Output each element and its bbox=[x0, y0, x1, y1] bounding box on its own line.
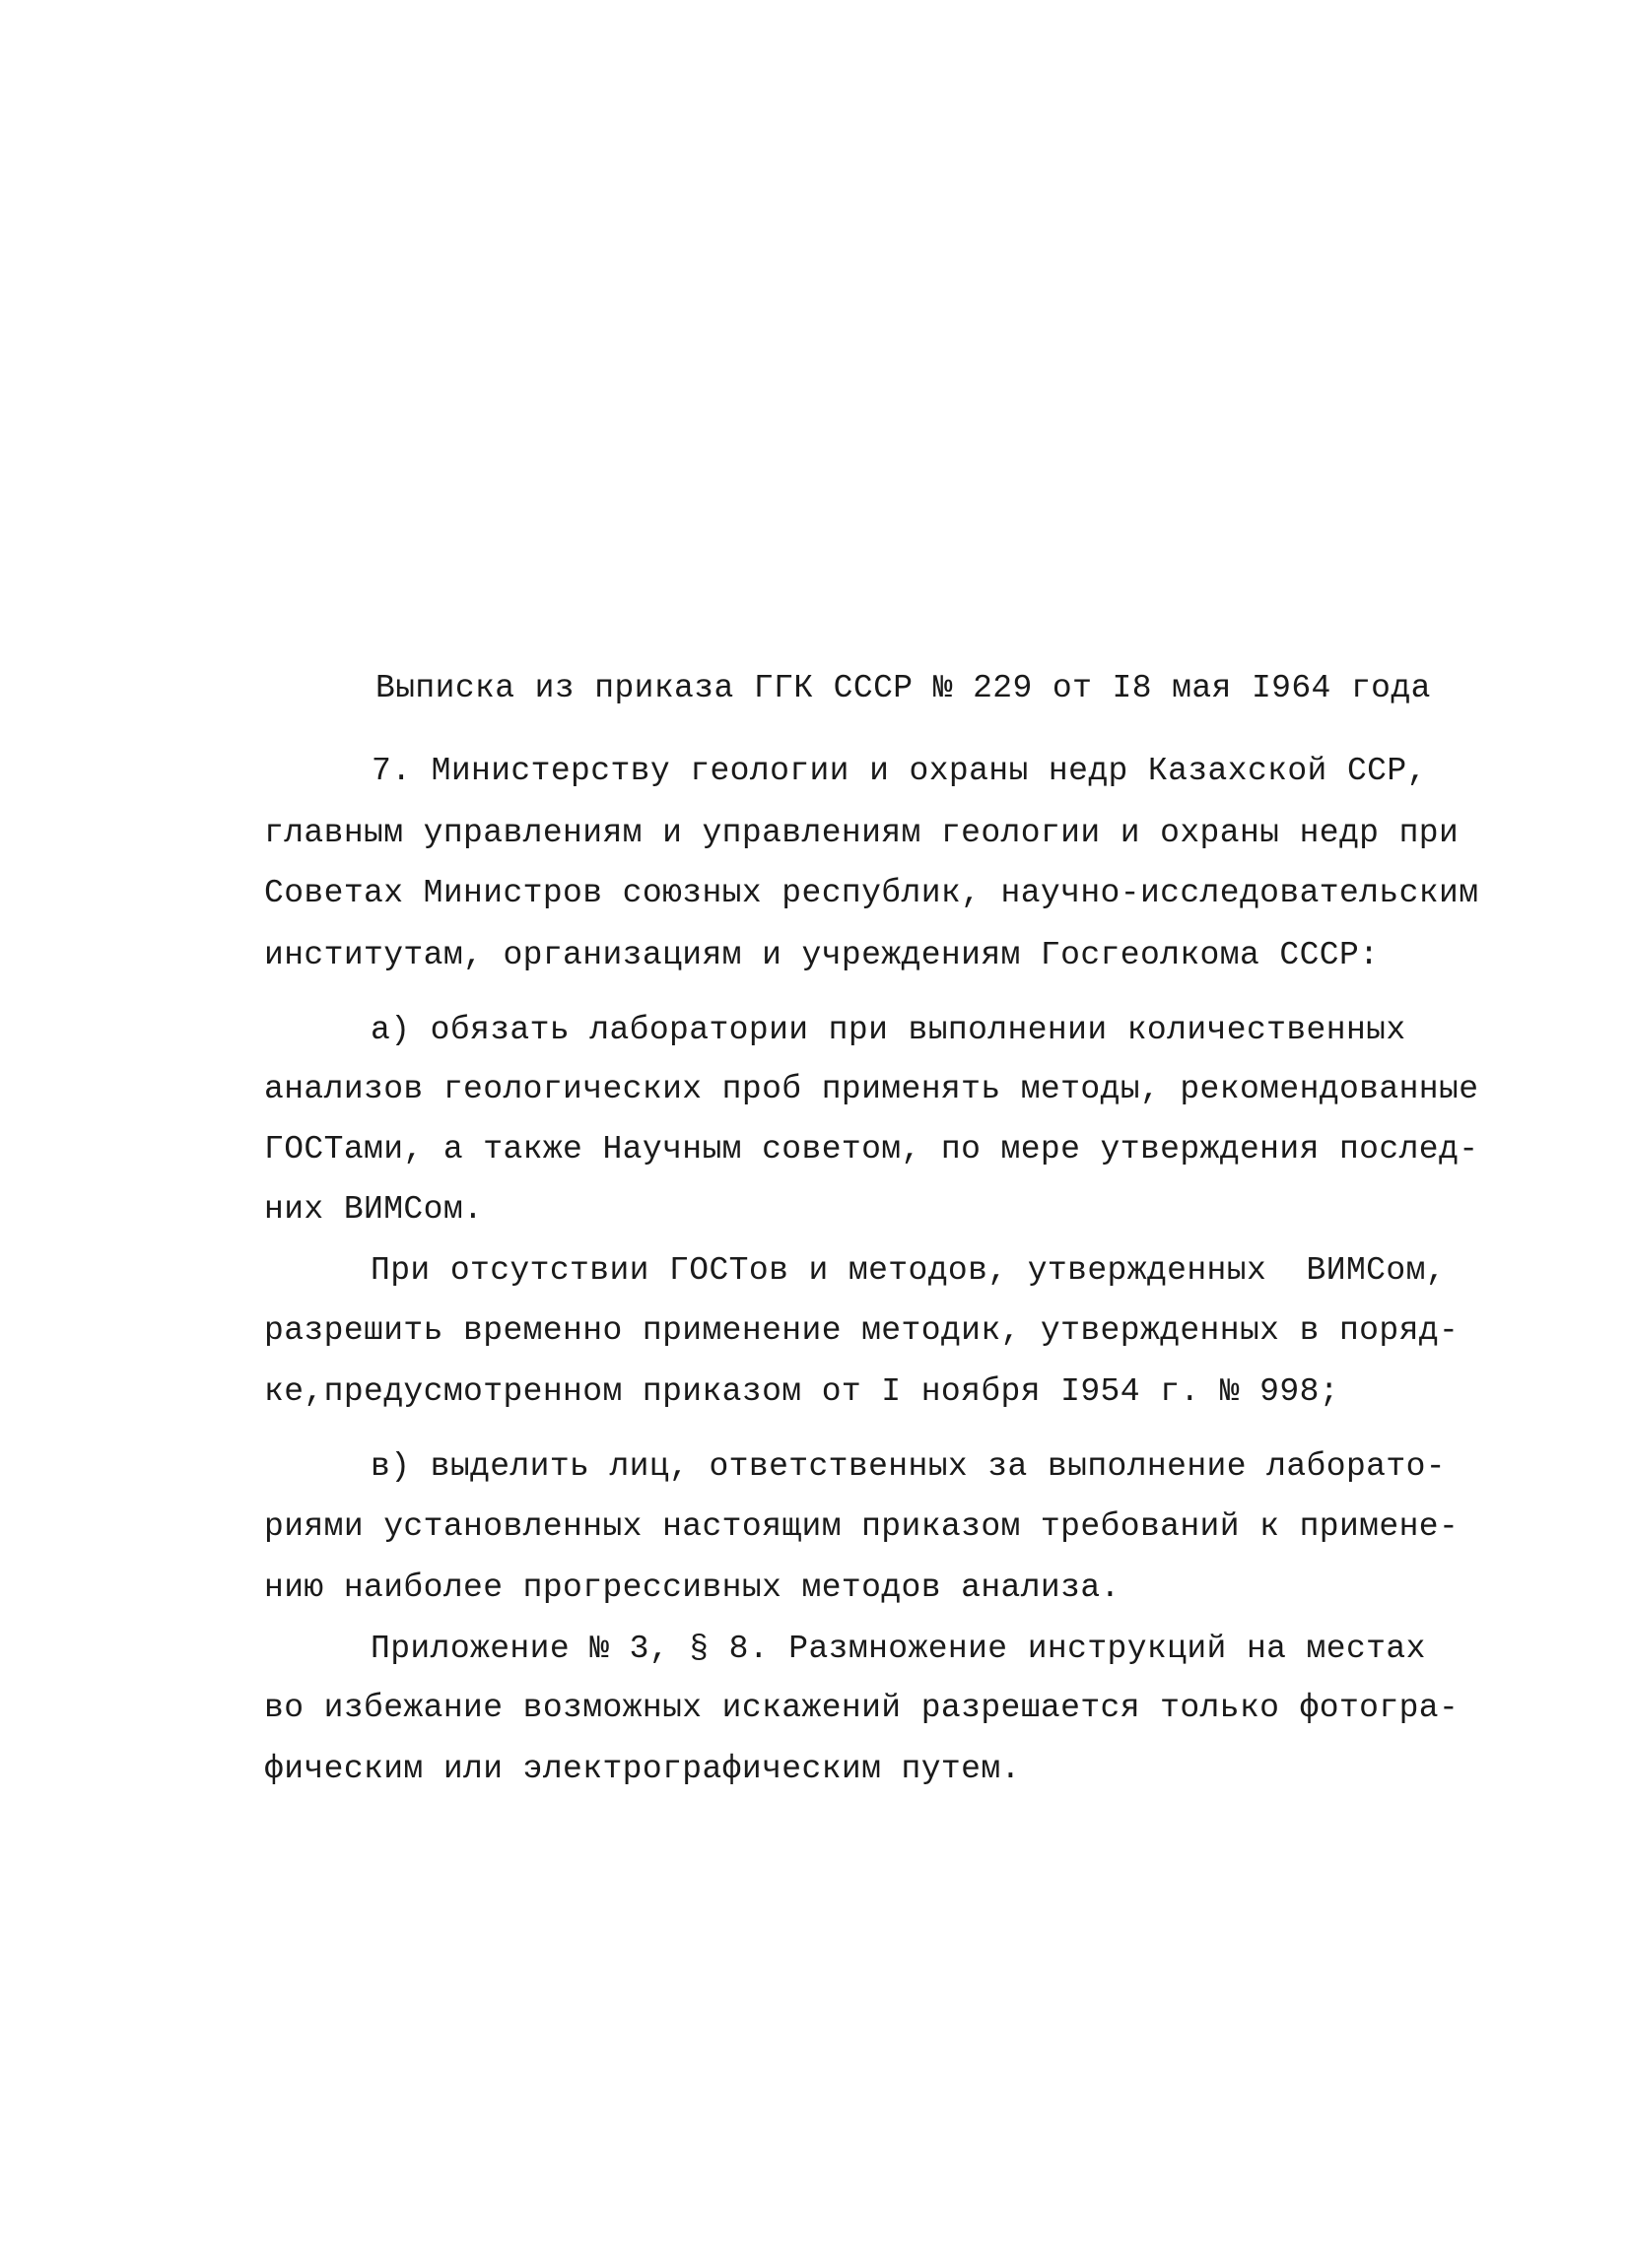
paragraph-line: а) обязать лаборатории при выполнении количественных bbox=[371, 1012, 1406, 1048]
paragraph-line: При отсутствии ГОСТов и методов, утвержденных ВИМСом, bbox=[371, 1252, 1446, 1289]
paragraph-line: 7. Министерству геологии и охраны недр Казахской ССР, bbox=[372, 753, 1427, 789]
paragraph-line: разрешить временно применение методик, утвержденных в поряд- bbox=[264, 1312, 1460, 1349]
paragraph-line: них ВИМСом. bbox=[264, 1191, 484, 1228]
paragraph-line: нию наиболее прогрессивных методов анализа. bbox=[264, 1569, 1121, 1606]
paragraph-line: анализов геологических проб применять методы, рекомендованные bbox=[264, 1071, 1479, 1107]
document-heading: Выписка из приказа ГГК СССР № 229 от I8 мая I964 года bbox=[375, 670, 1431, 706]
paragraph-line: в) выделить лиц, ответственных за выполнение лаборато- bbox=[371, 1448, 1446, 1485]
paragraph-line: риями установленных настоящим приказом требований к примене- bbox=[264, 1508, 1460, 1545]
paragraph-line: главным управлениям и управлениям геологии и охраны недр при bbox=[264, 815, 1460, 851]
paragraph-line: во избежание возможных искажений разрешается только фотогра- bbox=[264, 1690, 1460, 1726]
paragraph-line: ГОСТами, а также Научным советом, по мере утверждения послед- bbox=[264, 1131, 1479, 1167]
paragraph-line: фическим или электрографическим путем. bbox=[264, 1751, 1021, 1787]
paragraph-line: ке,предусмотренном приказом от I ноября I954 г. № 998; bbox=[264, 1373, 1339, 1410]
paragraph-line: институтам, организациям и учреждениям Госгеолкома СССР: bbox=[264, 937, 1380, 973]
paragraph-line: Приложение № 3, § 8. Размножение инструкций на местах bbox=[371, 1631, 1426, 1667]
paragraph-line: Советах Министров союзных республик, научно-исследовательским bbox=[264, 875, 1479, 911]
